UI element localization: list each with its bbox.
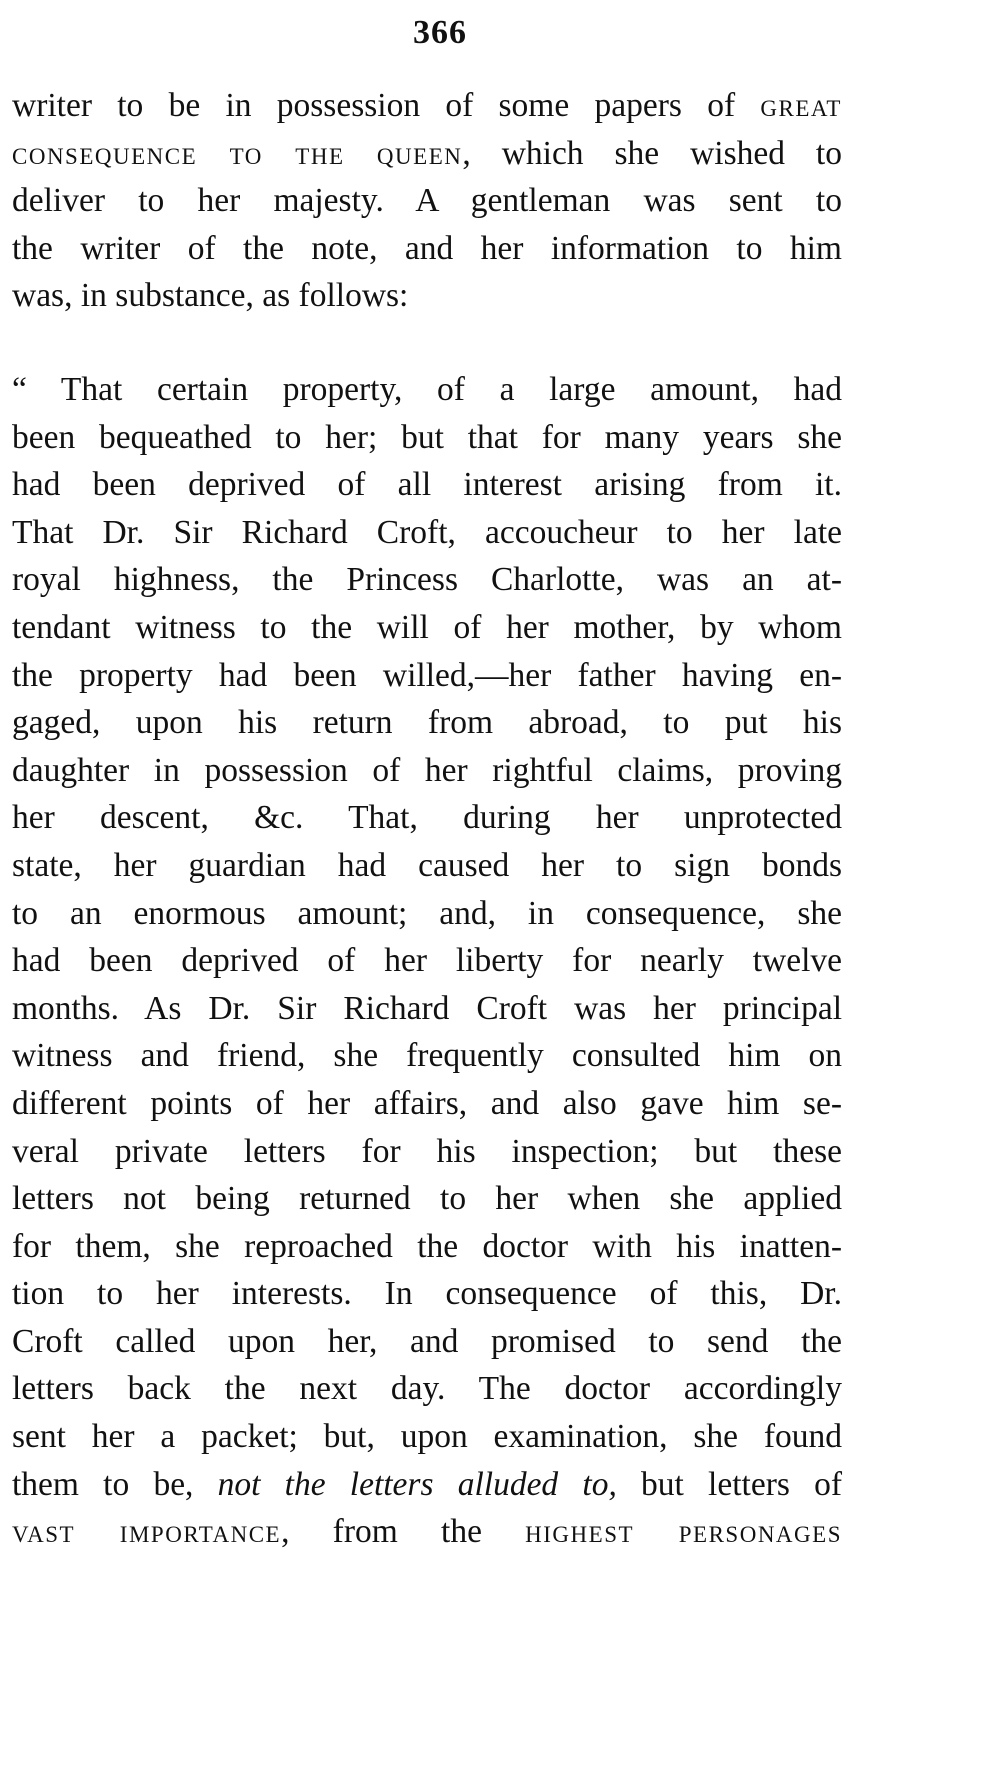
text-line: daughter in possession of her rightful claims, proving: [12, 751, 842, 789]
text-line: vast importance, from the highest personages: [12, 1513, 842, 1551]
text-line: had been deprived of her liberty for nearly twelve: [12, 942, 842, 980]
paragraph-2: [12, 366, 842, 1556]
text-line: royal highness, the Princess Charlotte, was an at-: [12, 561, 842, 599]
text-line: them to be, not the letters alluded to, but letters of: [12, 1465, 842, 1503]
text-line: months. As Dr. Sir Richard Croft was her principal: [12, 989, 842, 1027]
italic-text: not the letters alluded to,: [217, 1465, 617, 1503]
text-line: witness and friend, she frequently consulted him on: [12, 1037, 842, 1075]
text-line: state, her guardian had caused her to sign bonds: [12, 846, 842, 884]
text-line: gaged, upon his return from abroad, to put his: [12, 704, 842, 742]
text-line: writer to be in possession of some papers of great: [12, 87, 842, 124]
text-line: her descent, &c. That, during her unprotected: [12, 799, 842, 837]
text-line: had been deprived of all interest arising from it.: [12, 466, 842, 504]
text-line: to an enormous amount; and, in consequence, she: [12, 894, 842, 932]
text-line: veral private letters for his inspection; but these: [12, 1132, 842, 1170]
small-caps-text: highest personages: [525, 1513, 842, 1551]
text-line: letters back the next day. The doctor accordingly: [12, 1370, 842, 1408]
text-line: was, in substance, as follows:: [12, 277, 409, 315]
text-line: consequence to the queen, which she wished to: [12, 134, 842, 172]
text-line: tendant witness to the will of her mother, by whom: [12, 608, 842, 646]
text-line: “ That certain property, of a large amount, had: [12, 371, 842, 408]
text-line: sent her a packet; but, upon examination, she found: [12, 1418, 842, 1456]
text-line: tion to her interests. In consequence of this, Dr.: [12, 1275, 842, 1313]
page-number: 366: [413, 14, 467, 51]
text-line: the property had been willed,—her father having en-: [12, 656, 842, 694]
paragraph-1: [12, 82, 842, 320]
text-line: different points of her affairs, and also gave him se-: [12, 1084, 842, 1122]
small-caps-text: great: [760, 87, 842, 124]
text-line: for them, she reproached the doctor with his inatten-: [12, 1227, 842, 1265]
text-line: deliver to her majesty. A gentleman was sent to: [12, 182, 842, 220]
text-line: Croft called upon her, and promised to send the: [12, 1322, 842, 1360]
text-line: been bequeathed to her; but that for many years she: [12, 418, 842, 456]
text-line: letters not being returned to her when she applied: [12, 1180, 842, 1218]
text-line: That Dr. Sir Richard Croft, accoucheur to her late: [12, 513, 842, 551]
text-line: the writer of the note, and her information to him: [12, 229, 842, 267]
small-caps-text: vast importance: [12, 1513, 282, 1551]
small-caps-text: consequence to the queen: [12, 134, 463, 172]
